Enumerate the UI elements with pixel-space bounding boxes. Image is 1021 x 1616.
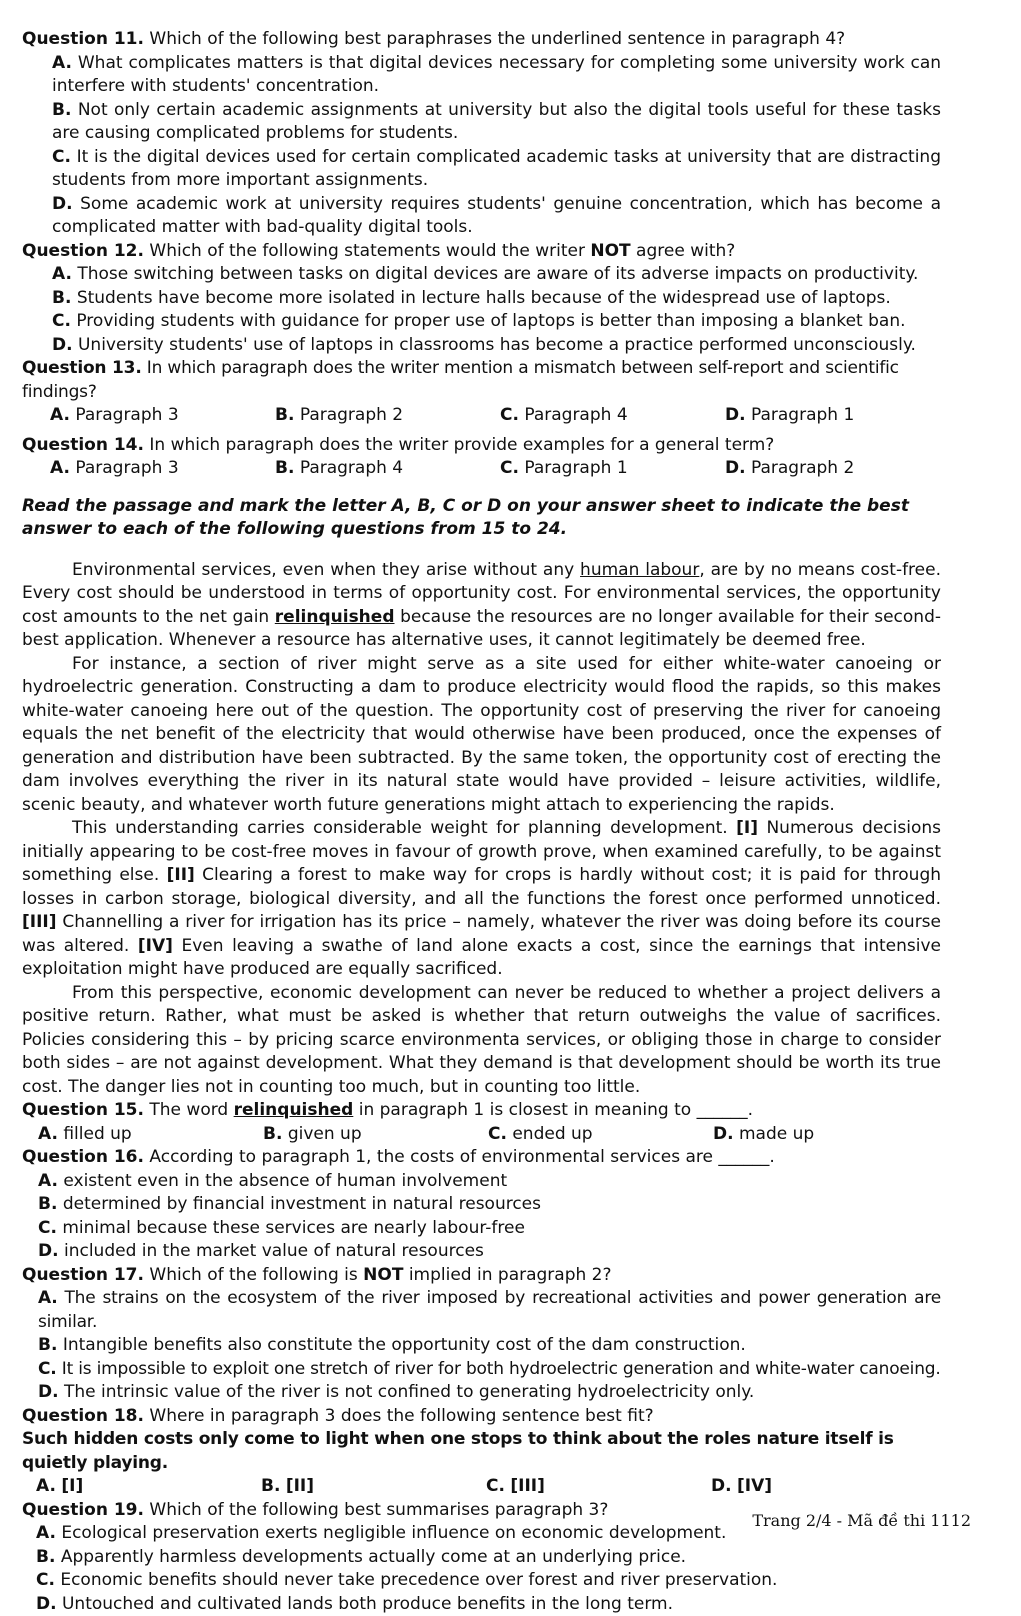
option-b[interactable]	[52, 287, 941, 311]
option-text: The intrinsic value of the river is not confined to generating hydroelectricity only.	[64, 1382, 754, 1402]
option-b[interactable]	[275, 457, 500, 481]
option-a[interactable]	[52, 263, 941, 287]
option-letter: B.	[263, 1124, 282, 1144]
options-row	[36, 1475, 941, 1499]
option-text: It is the digital devices used for certain complicated academic tasks at university that are distracting students from more important assignments.	[52, 147, 941, 191]
text: Channelling a river for irrigation has its price – namely, whatever the river was doing before its course was altered.	[22, 912, 941, 956]
option-text: Paragraph 3	[75, 458, 178, 478]
option-d[interactable]	[725, 457, 854, 481]
text: Even leaving a swathe of land alone exacts a cost, since the earnings that intensive exploitation might have produced are equally sacrificed.	[22, 936, 941, 980]
option-letter: D.	[38, 1241, 59, 1261]
option-d[interactable]	[38, 1240, 941, 1264]
option-d[interactable]	[38, 1381, 941, 1405]
option-letter: C.	[52, 147, 71, 167]
insertion-marker: [IV]	[138, 936, 173, 956]
highlighted-word: relinquished	[275, 607, 395, 627]
question-stem: The word	[149, 1100, 233, 1120]
options-row	[38, 1123, 941, 1147]
option-a[interactable]	[50, 404, 275, 428]
passage-paragraph-3	[22, 817, 941, 982]
question-number: Question 15.	[22, 1100, 144, 1120]
option-d[interactable]	[711, 1475, 772, 1499]
text: because the resources are no longer available for their second-best application. Whenever a resource has alternative uses, it cannot legitimately be deemed free.	[22, 607, 941, 651]
question-stem: In which paragraph does the writer provide examples for a general term?	[149, 435, 774, 455]
option-a[interactable]	[50, 457, 275, 481]
option-a[interactable]	[38, 1170, 941, 1194]
sentence-to-insert: Such hidden costs only come to light when one stops to think about the roles nature itself is quietly playing.	[22, 1428, 941, 1475]
option-text: Intangible benefits also constitute the opportunity cost of the dam construction.	[63, 1335, 746, 1355]
option-letter: B.	[36, 1547, 55, 1567]
option-c[interactable]	[52, 146, 941, 193]
option-letter: A.	[52, 53, 72, 73]
question-stem-end: implied in paragraph 2?	[403, 1265, 611, 1285]
question-stem-emphasis: NOT	[590, 241, 630, 261]
option-c[interactable]	[38, 1358, 941, 1382]
option-letter: D.	[725, 458, 746, 478]
option-letter: A.	[52, 264, 72, 284]
option-letter: D.	[52, 335, 73, 355]
reading-passage	[22, 559, 941, 1100]
passage-paragraph-2: For instance, a section of river might serve as a site used for either white-water canoeing or hydroelectric generation. Constructing a dam to produce electricity would flood the rapids, so this makes white-water canoeing here out of the question. The opportunity cost of preserving the river for canoeing equals the net benefit of the electricity that would otherwise have been produced, once the expenses of generation and distribution have been subtracted. By the same token, the opportunity cost of erecting the dam involves everything the river in its natural state would have provided – leisure activities, wildlife, scenic beauty, and whatever worth future generations might attach to experiencing the rapids.	[22, 653, 941, 818]
question-stem: Which of the following best summarises paragraph 3?	[149, 1500, 608, 1520]
option-text: Paragraph 1	[524, 458, 627, 478]
option-letter: C.	[38, 1218, 57, 1238]
question-16	[22, 1146, 941, 1264]
option-a[interactable]	[52, 52, 941, 99]
option-text: Paragraph 1	[751, 405, 854, 425]
text: Environmental services, even when they arise without any	[72, 560, 580, 580]
option-c[interactable]	[486, 1475, 711, 1499]
option-text: University students' use of laptops in classrooms has become a practice performed unconsciously.	[78, 335, 916, 355]
option-letter: C.	[38, 1359, 57, 1379]
option-text: [II]	[286, 1476, 314, 1496]
option-letter: A.	[36, 1523, 56, 1543]
option-letter: D.	[52, 194, 73, 214]
question-stem-end: in paragraph 1 is closest in meaning to ______.	[353, 1100, 753, 1120]
option-text: existent even in the absence of human involvement	[63, 1171, 507, 1191]
question-11	[22, 28, 941, 240]
question-stem-emphasis: NOT	[363, 1265, 403, 1285]
question-12	[22, 240, 941, 358]
option-text: included in the market value of natural resources	[64, 1241, 484, 1261]
option-text: Paragraph 2	[300, 405, 403, 425]
text: , are by no means cost-free. Every cost should be understood in terms of opportunity cost. For environmental services, the opportunity cost amounts to the net gain	[22, 560, 941, 627]
options-row	[50, 404, 941, 428]
option-text: determined by financial investment in natural resources	[63, 1194, 541, 1214]
question-stem: Where in paragraph 3 does the following sentence best fit?	[149, 1406, 653, 1426]
option-letter: D.	[713, 1124, 734, 1144]
question-stem: Which of the following best paraphrases the underlined sentence in paragraph 4?	[149, 29, 845, 49]
option-letter: B.	[38, 1335, 57, 1355]
option-a[interactable]	[36, 1475, 261, 1499]
option-text: Apparently harmless developments actually come at an underlying price.	[61, 1547, 686, 1567]
option-letter: D.	[725, 405, 746, 425]
option-letter: B.	[275, 405, 294, 425]
option-text: What complicates matters is that digital devices necessary for completing some university work can interfere with students' concentration.	[52, 53, 941, 97]
option-text: Students have become more isolated in lecture halls because of the widespread use of laptops.	[77, 288, 891, 308]
option-b[interactable]	[36, 1546, 941, 1570]
option-text: [III]	[510, 1476, 545, 1496]
insertion-marker: [II]	[167, 865, 195, 885]
insertion-marker: [III]	[22, 912, 57, 932]
underlined-phrase: human labour	[580, 560, 699, 580]
option-d[interactable]	[36, 1593, 941, 1616]
option-text: given up	[288, 1124, 362, 1144]
option-text: Some academic work at university requires students' genuine concentration, which has become a complicated matter with bad-quality digital tools.	[52, 194, 941, 238]
option-letter: D.	[711, 1476, 732, 1496]
option-text: Paragraph 4	[300, 458, 403, 478]
option-letter: C.	[500, 458, 519, 478]
highlighted-word: relinquished	[234, 1100, 354, 1120]
option-c[interactable]	[488, 1123, 713, 1147]
option-letter: B.	[38, 1194, 57, 1214]
option-letter: D.	[36, 1594, 57, 1614]
option-b[interactable]	[275, 404, 500, 428]
option-text: Economic benefits should never take precedence over forest and river preservation.	[60, 1570, 777, 1590]
option-d[interactable]	[725, 404, 854, 428]
question-18	[22, 1405, 941, 1499]
question-stem: In which paragraph does the writer mention a mismatch between self-report and scientific findings?	[22, 358, 899, 402]
option-a[interactable]	[38, 1287, 941, 1334]
text: Clearing a forest to make way for crops is hardly without cost; it is paid for through losses in carbon storage, biological diversity, and all the functions the forest once performed unnoticed.	[22, 865, 941, 909]
option-a[interactable]	[38, 1123, 263, 1147]
option-letter: A.	[36, 1476, 56, 1496]
option-text: Ecological preservation exerts negligible influence on economic development.	[61, 1523, 726, 1543]
options-row	[50, 457, 941, 481]
option-d[interactable]	[52, 334, 941, 358]
option-letter: B.	[261, 1476, 280, 1496]
passage-paragraph-4: From this perspective, economic development can never be reduced to whether a project delivers a positive return. Rather, what must be asked is whether that return outweighs the value of sacrifices. Policies considering this – by pricing scarce environmenta services, or obliging those in charge to consider both sides – are not against development. What they demand is that development should be worth its true cost. The danger lies not in counting too much, but in counting too little.	[22, 982, 941, 1100]
question-17	[22, 1264, 941, 1405]
option-text: [IV]	[737, 1476, 772, 1496]
option-letter: C.	[52, 311, 71, 331]
option-letter: B.	[52, 100, 71, 120]
option-c[interactable]	[500, 404, 725, 428]
option-d[interactable]	[52, 193, 941, 240]
option-letter: A.	[38, 1124, 58, 1144]
option-c[interactable]	[36, 1569, 941, 1593]
question-number: Question 14.	[22, 435, 144, 455]
question-number: Question 11.	[22, 29, 144, 49]
option-text: Paragraph 3	[75, 405, 178, 425]
option-letter: A.	[50, 458, 70, 478]
option-letter: C.	[500, 405, 519, 425]
question-stem-end: agree with?	[631, 241, 736, 261]
option-text: ended up	[512, 1124, 592, 1144]
option-c[interactable]	[52, 310, 941, 334]
option-letter: C.	[36, 1570, 55, 1590]
option-b[interactable]	[52, 99, 941, 146]
option-c[interactable]	[38, 1217, 941, 1241]
option-letter: D.	[38, 1382, 59, 1402]
question-stem: Which of the following statements would the writer	[149, 241, 590, 261]
option-text: [I]	[61, 1476, 83, 1496]
option-text: Not only certain academic assignments at university but also the digital tools useful for these tasks are causing complicated problems for students.	[52, 100, 941, 144]
question-15	[22, 1099, 941, 1146]
option-c[interactable]	[500, 457, 725, 481]
section-instruction: Read the passage and mark the letter A, B, C or D on your answer sheet to indicate the best answer to each of the following questions from 15 to 24.	[22, 495, 941, 542]
passage-paragraph-1	[22, 559, 941, 653]
option-text: Untouched and cultivated lands both produce benefits in the long term.	[62, 1594, 673, 1614]
question-14	[22, 434, 941, 481]
option-letter: B.	[52, 288, 71, 308]
page-footer: Trang 2/4 - Mã đề thi 1112	[752, 1509, 971, 1533]
question-number: Question 12.	[22, 241, 144, 261]
insertion-marker: [I]	[736, 818, 758, 838]
option-letter: C.	[486, 1476, 505, 1496]
option-b[interactable]	[263, 1123, 488, 1147]
option-text: Providing students with guidance for proper use of laptops is better than imposing a blanket ban.	[76, 311, 905, 331]
option-b[interactable]	[261, 1475, 486, 1499]
question-13	[22, 357, 941, 428]
question-stem: Which of the following is	[149, 1265, 363, 1285]
option-text: Those switching between tasks on digital devices are aware of its adverse impacts on productivity.	[77, 264, 918, 284]
option-b[interactable]	[38, 1193, 941, 1217]
option-letter: A.	[50, 405, 70, 425]
option-text: minimal because these services are nearly labour-free	[62, 1218, 525, 1238]
option-text: Paragraph 4	[524, 405, 627, 425]
option-text: made up	[739, 1124, 814, 1144]
text: This understanding carries considerable weight for planning development.	[72, 818, 736, 838]
option-text: filled up	[63, 1124, 131, 1144]
option-text: It is impossible to exploit one stretch of river for both hydroelectric generation and white-water canoeing.	[62, 1359, 941, 1379]
question-stem: According to paragraph 1, the costs of environmental services are ______.	[149, 1147, 774, 1167]
option-letter: B.	[275, 458, 294, 478]
option-d[interactable]	[713, 1123, 814, 1147]
text: Numerous decisions initially appearing to be cost-free moves in favour of growth prove, when examined carefully, to be against something else.	[22, 818, 941, 885]
question-number: Question 17.	[22, 1265, 144, 1285]
option-text: The strains on the ecosystem of the river imposed by recreational activities and power generation are similar.	[38, 1288, 941, 1332]
option-text: Paragraph 2	[751, 458, 854, 478]
question-number: Question 16.	[22, 1147, 144, 1167]
option-b[interactable]	[38, 1334, 941, 1358]
question-number: Question 13.	[22, 358, 142, 378]
option-letter: C.	[488, 1124, 507, 1144]
option-letter: A.	[38, 1171, 58, 1191]
option-letter: A.	[38, 1288, 58, 1308]
question-number: Question 19.	[22, 1500, 144, 1520]
question-number: Question 18.	[22, 1406, 144, 1426]
